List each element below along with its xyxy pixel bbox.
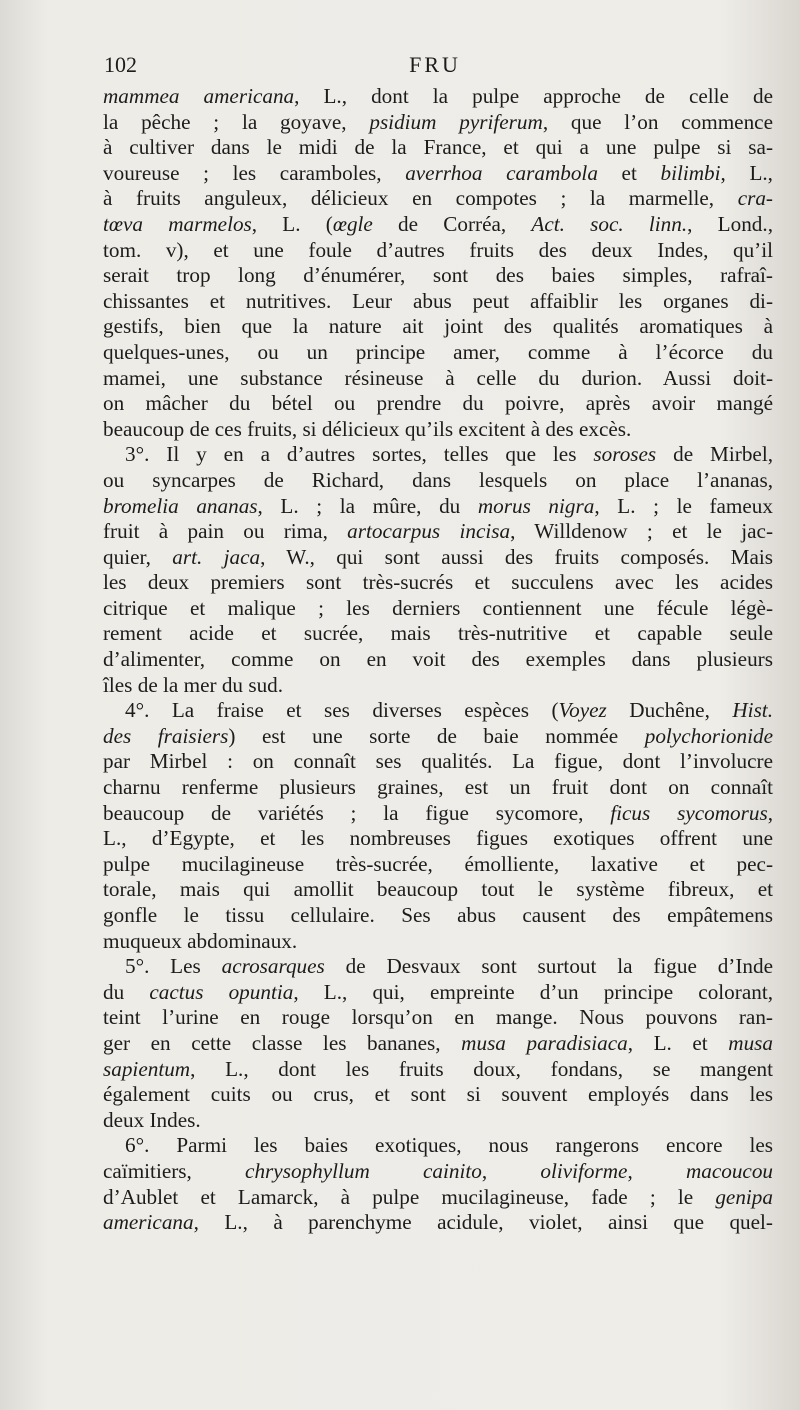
text-line: mamei, une substance résineuse à celle du durion. Aussi doit-: [103, 365, 773, 390]
text-line: d’Aublet et Lamarck, à pulpe mucilagineuse, fade ; le genipa: [103, 1184, 773, 1209]
text-line: L., d’Egypte, et les nombreuses figues exotiques offrent une: [103, 826, 773, 851]
text-line: beaucoup de ces fruits, si délicieux qu’ils excitent à des excès.: [103, 416, 632, 441]
text-line: americana, L., à parenchyme acidule, violet, ainsi que quel-: [103, 1210, 773, 1235]
text-line: rement acide et sucrée, mais très-nutritive et capable seule: [103, 621, 773, 646]
text-line: 4°. La fraise et ses diverses espèces (Voyez Duchêne, Hist.: [125, 698, 773, 723]
page-header: [100, 52, 770, 82]
text-line: citrique et malique ; les derniers contiennent une fécule légè-: [103, 595, 773, 620]
text-line: îles de la mer du sud.: [103, 672, 284, 697]
text-line: ger en cette classe les bananes, musa paradisiaca, L. et musa: [103, 1030, 774, 1055]
text-line: gestifs, bien que la nature ait joint des qualités aromatiques à: [103, 314, 773, 339]
text-line: d’alimenter, comme on en voit des exemples dans plusieurs: [103, 647, 773, 672]
text-line: tœva marmelos, L. (œgle de Corréa, Act. soc. linn., Lond.,: [103, 211, 773, 236]
text-line: chissantes et nutritives. Leur abus peut affaiblir les organes di-: [103, 288, 773, 313]
text-line: 6°. Parmi les baies exotiques, nous rangerons encore les: [125, 1133, 773, 1158]
text-line: à cultiver dans le midi de la France, et qui a une pulpe si sa-: [103, 135, 773, 160]
text-line: des fraisiers) est une sorte de baie nommée polychorionide: [103, 723, 773, 748]
text-line: fruit à pain ou rima, artocarpus incisa, Willdenow ; et le jac-: [103, 519, 773, 544]
text-line: la pêche ; la goyave, psidium pyriferum, que l’on commence: [103, 109, 773, 134]
running-head: FRU: [409, 52, 461, 77]
body-text: [103, 84, 773, 1236]
text-line: bromelia ananas, L. ; la mûre, du morus nigra, L. ; le fameux: [103, 493, 773, 518]
text-line: beaucoup de variétés ; la figue sycomore, ficus sycomorus,: [103, 800, 773, 825]
text-line: serait trop long d’énumérer, sont des baies simples, rafraî-: [103, 263, 773, 288]
text-line: on mâcher du bétel ou prendre du poivre, après avoir mangé: [103, 391, 773, 416]
text-line: 3°. Il y en a d’autres sortes, telles que les soroses de Mirbel,: [125, 442, 774, 467]
text-line: sapientum, L., dont les fruits doux, fondans, se mangent: [103, 1056, 773, 1081]
text-line: les deux premiers sont très-sucrés et succulens avec les acides: [103, 570, 773, 595]
text-line: quier, art. jaca, W., qui sont aussi des fruits composés. Mais: [103, 544, 773, 569]
text-line: mammea americana, L., dont la pulpe approche de celle de: [103, 84, 773, 108]
text-line: tom. v), et une foule d’autres fruits des deux Indes, qu’il: [103, 237, 773, 262]
text-line: caïmitiers, chrysophyllum cainito, oliviforme, macoucou: [103, 1158, 774, 1183]
text-line: à fruits anguleux, délicieux en compotes ; la marmelle, cra-: [103, 186, 773, 211]
page-number: 102: [104, 52, 137, 77]
text-line: du cactus opuntia, L., qui, empreinte d’un principe colorant,: [103, 979, 774, 1004]
text-line: par Mirbel : on connaît ses qualités. La figue, dont l’involucre: [103, 749, 773, 774]
text-line: gonfle le tissu cellulaire. Ses abus causent des empâtemens: [103, 903, 773, 927]
text-line: muqueux abdominaux.: [103, 928, 298, 953]
text-line: également cuits ou crus, et sont si souvent employés dans les: [103, 1082, 773, 1107]
text-line: ou syncarpes de Richard, dans lesquels on place l’ananas,: [103, 467, 773, 492]
text-line: teint l’urine en rouge lorsqu’on en mange. Nous pouvons ran-: [103, 1005, 773, 1030]
text-line: torale, mais qui amollit beaucoup tout le système fibreux, et: [103, 877, 773, 902]
text-line: charnu renferme plusieurs graines, est un fruit dont on connaît: [103, 775, 773, 800]
text-line: quelques-unes, ou un principe amer, comme à l’écorce du: [103, 339, 773, 364]
text-line: 5°. Les acrosarques de Desvaux sont surtout la figue d’Inde: [125, 954, 773, 979]
text-line: voureuse ; les caramboles, averrhoa carambola et bilimbi, L.,: [103, 160, 773, 185]
text-line: pulpe mucilagineuse très-sucrée, émolliente, laxative et pec-: [103, 851, 773, 876]
text-line: deux Indes.: [103, 1107, 201, 1132]
